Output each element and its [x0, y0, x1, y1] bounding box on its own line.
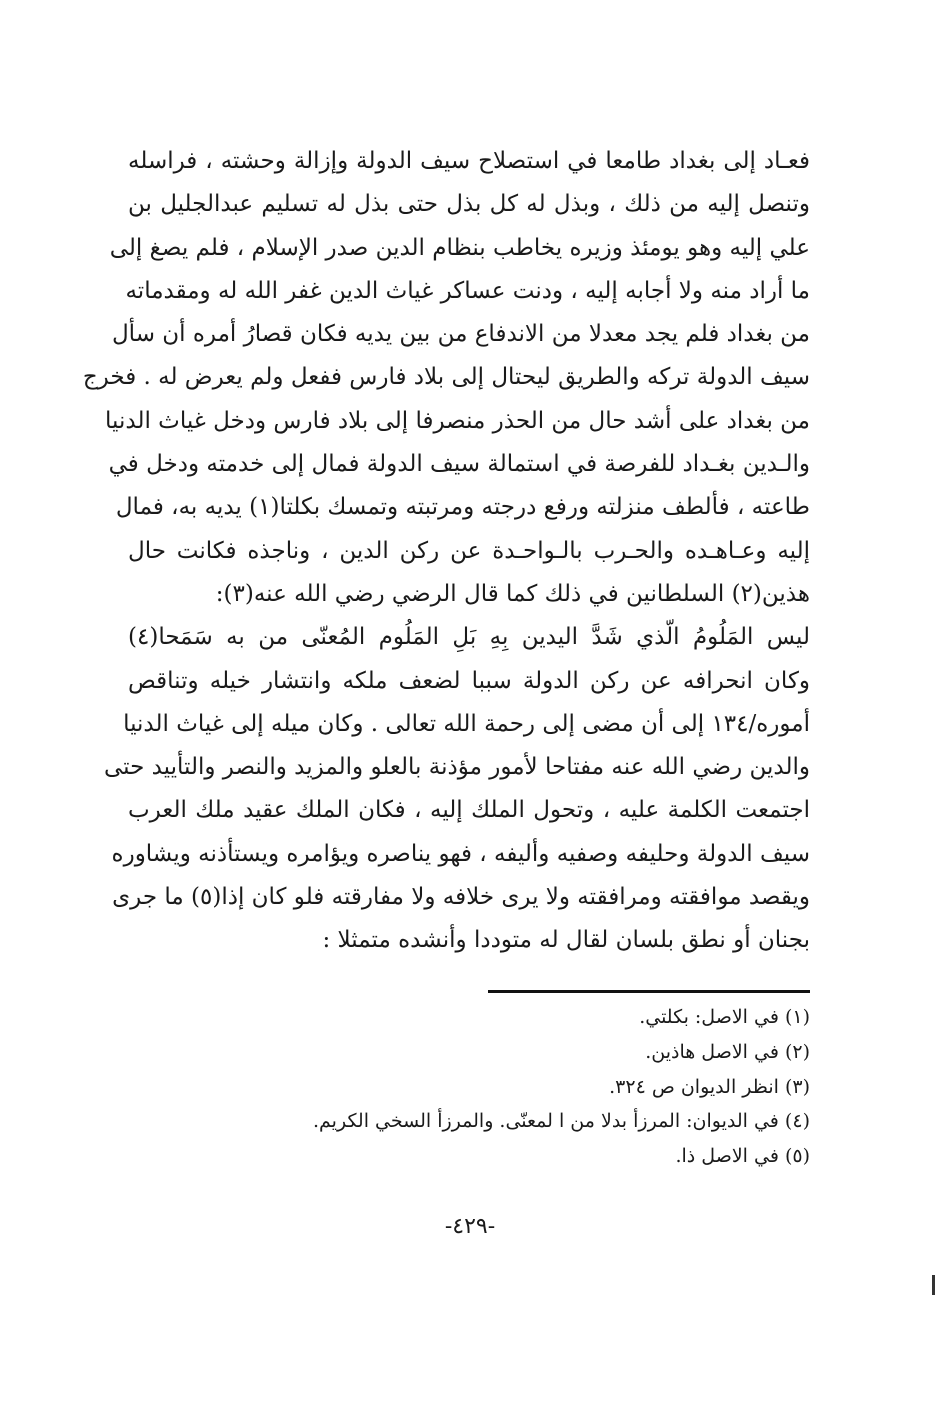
- footnote: (٣) انظر الديوان ص ٣٢٤.: [609, 1075, 810, 1098]
- text-line: والـدين بغـداد للفرصة في استمالة سيف الدولة فمال إلى خدمته ودخل في: [108, 451, 810, 478]
- text-line: هذين(٢) السلطانين في ذلك كما قال الرضي رضي الله عنه(٣):: [215, 580, 810, 607]
- text-line: وتنصل إليه من ذلك ، وبذل له كل بذل حتى بذل له تسليم عبدالجليل بن: [128, 191, 810, 218]
- text-line: من بغداد فلم يجد معدلا من الاندفاع من بين يديه فكان قصارُ أمره أن سأل: [111, 321, 810, 348]
- text-line: سيف الدولة وحليفه وصفيه وأليفه ، فهو يناصره ويؤامره ويستأذنه ويشاوره: [111, 840, 810, 867]
- footnote: (٤) في الديوان: المرزأ بدلا من ا لمعنّى. والمرزأ السخي الكريم.: [312, 1110, 810, 1133]
- text-line: وكان انحرافه عن ركن الدولة سببا لضعف ملكه وانتشار خيله وتناقص: [128, 667, 810, 694]
- text-line: اجتمعت الكلمة عليه ، وتحول الملك إليه ، فكان الملك عقيد ملك العرب: [128, 797, 810, 824]
- text-line: والدين رضي الله عنه مفتاحا لأمور مؤذنة بالعلو والمزيد والنصر والتأييد حتى: [103, 754, 810, 781]
- text-line: فعـاد إلى بغداد طامعا في استصلاح سيف الدولة وإزالة وحشته ، فراسله: [128, 148, 810, 174]
- scan-margin-mark: [932, 1275, 935, 1295]
- text-line: ما أراد منه ولا أجابه إليه ، ودنت عساكر غياث الدين غفر الله له ومقدماته: [125, 277, 810, 304]
- footnote: (١) في الاصل: بكلتي.: [639, 1006, 810, 1028]
- text-line: بجنان أو نطق بلسان لقال له متوددا وأنشده متمثلا :: [322, 927, 810, 954]
- text-line: أموره/١٣٤ إلى أن مضى إلى رحمة الله تعالى . وكان ميله إلى غياث الدنيا: [123, 710, 810, 737]
- text-line: ويقصد موافقته ومرافقته ولا يرى خلافه ولا مفارقته فلو كان إذا(٥) ما جرى: [112, 884, 810, 911]
- text-line: علي إليه وهو يومئذ وزيره يخاطب بنظام الدين صدر الإسلام ، فلم يصغ إلى: [109, 234, 810, 261]
- poem-verse: ليس المَلُومُ الّذي شَدَّ اليدين بِهِ بَلِ المَلُوم المُعنّى من به سَمَحا(٤): [128, 624, 810, 651]
- footnote: (٢) في الاصل هاذين.: [645, 1040, 810, 1063]
- main-text: [82, 140, 810, 963]
- footnote: (٥) في الاصل ذا.: [675, 1145, 810, 1168]
- page-number: -٤٢٩-: [444, 1214, 496, 1239]
- footnote-separator: [488, 990, 810, 993]
- text-line: سيف الدولة تركه والطريق ليحتال إلى بلاد فارس ففعل ولم يعرض له . فخرج: [82, 364, 810, 391]
- text-line: من بغداد على أشد حال من الحذر منصرفا إلى بلاد فارس ودخل غياث الدنيا: [105, 407, 810, 434]
- footnotes: [128, 1000, 810, 1174]
- text-line: إليه وعـاهـده والحـرب بالـواحـدة عن ركن الدين ، وناجذه فكانت حال: [128, 537, 810, 564]
- text-line: طاعته ، فألطف منزلته ورفع درجته ومرتبته وتمسك بكلتا(١) يديه به، فمال: [115, 494, 810, 521]
